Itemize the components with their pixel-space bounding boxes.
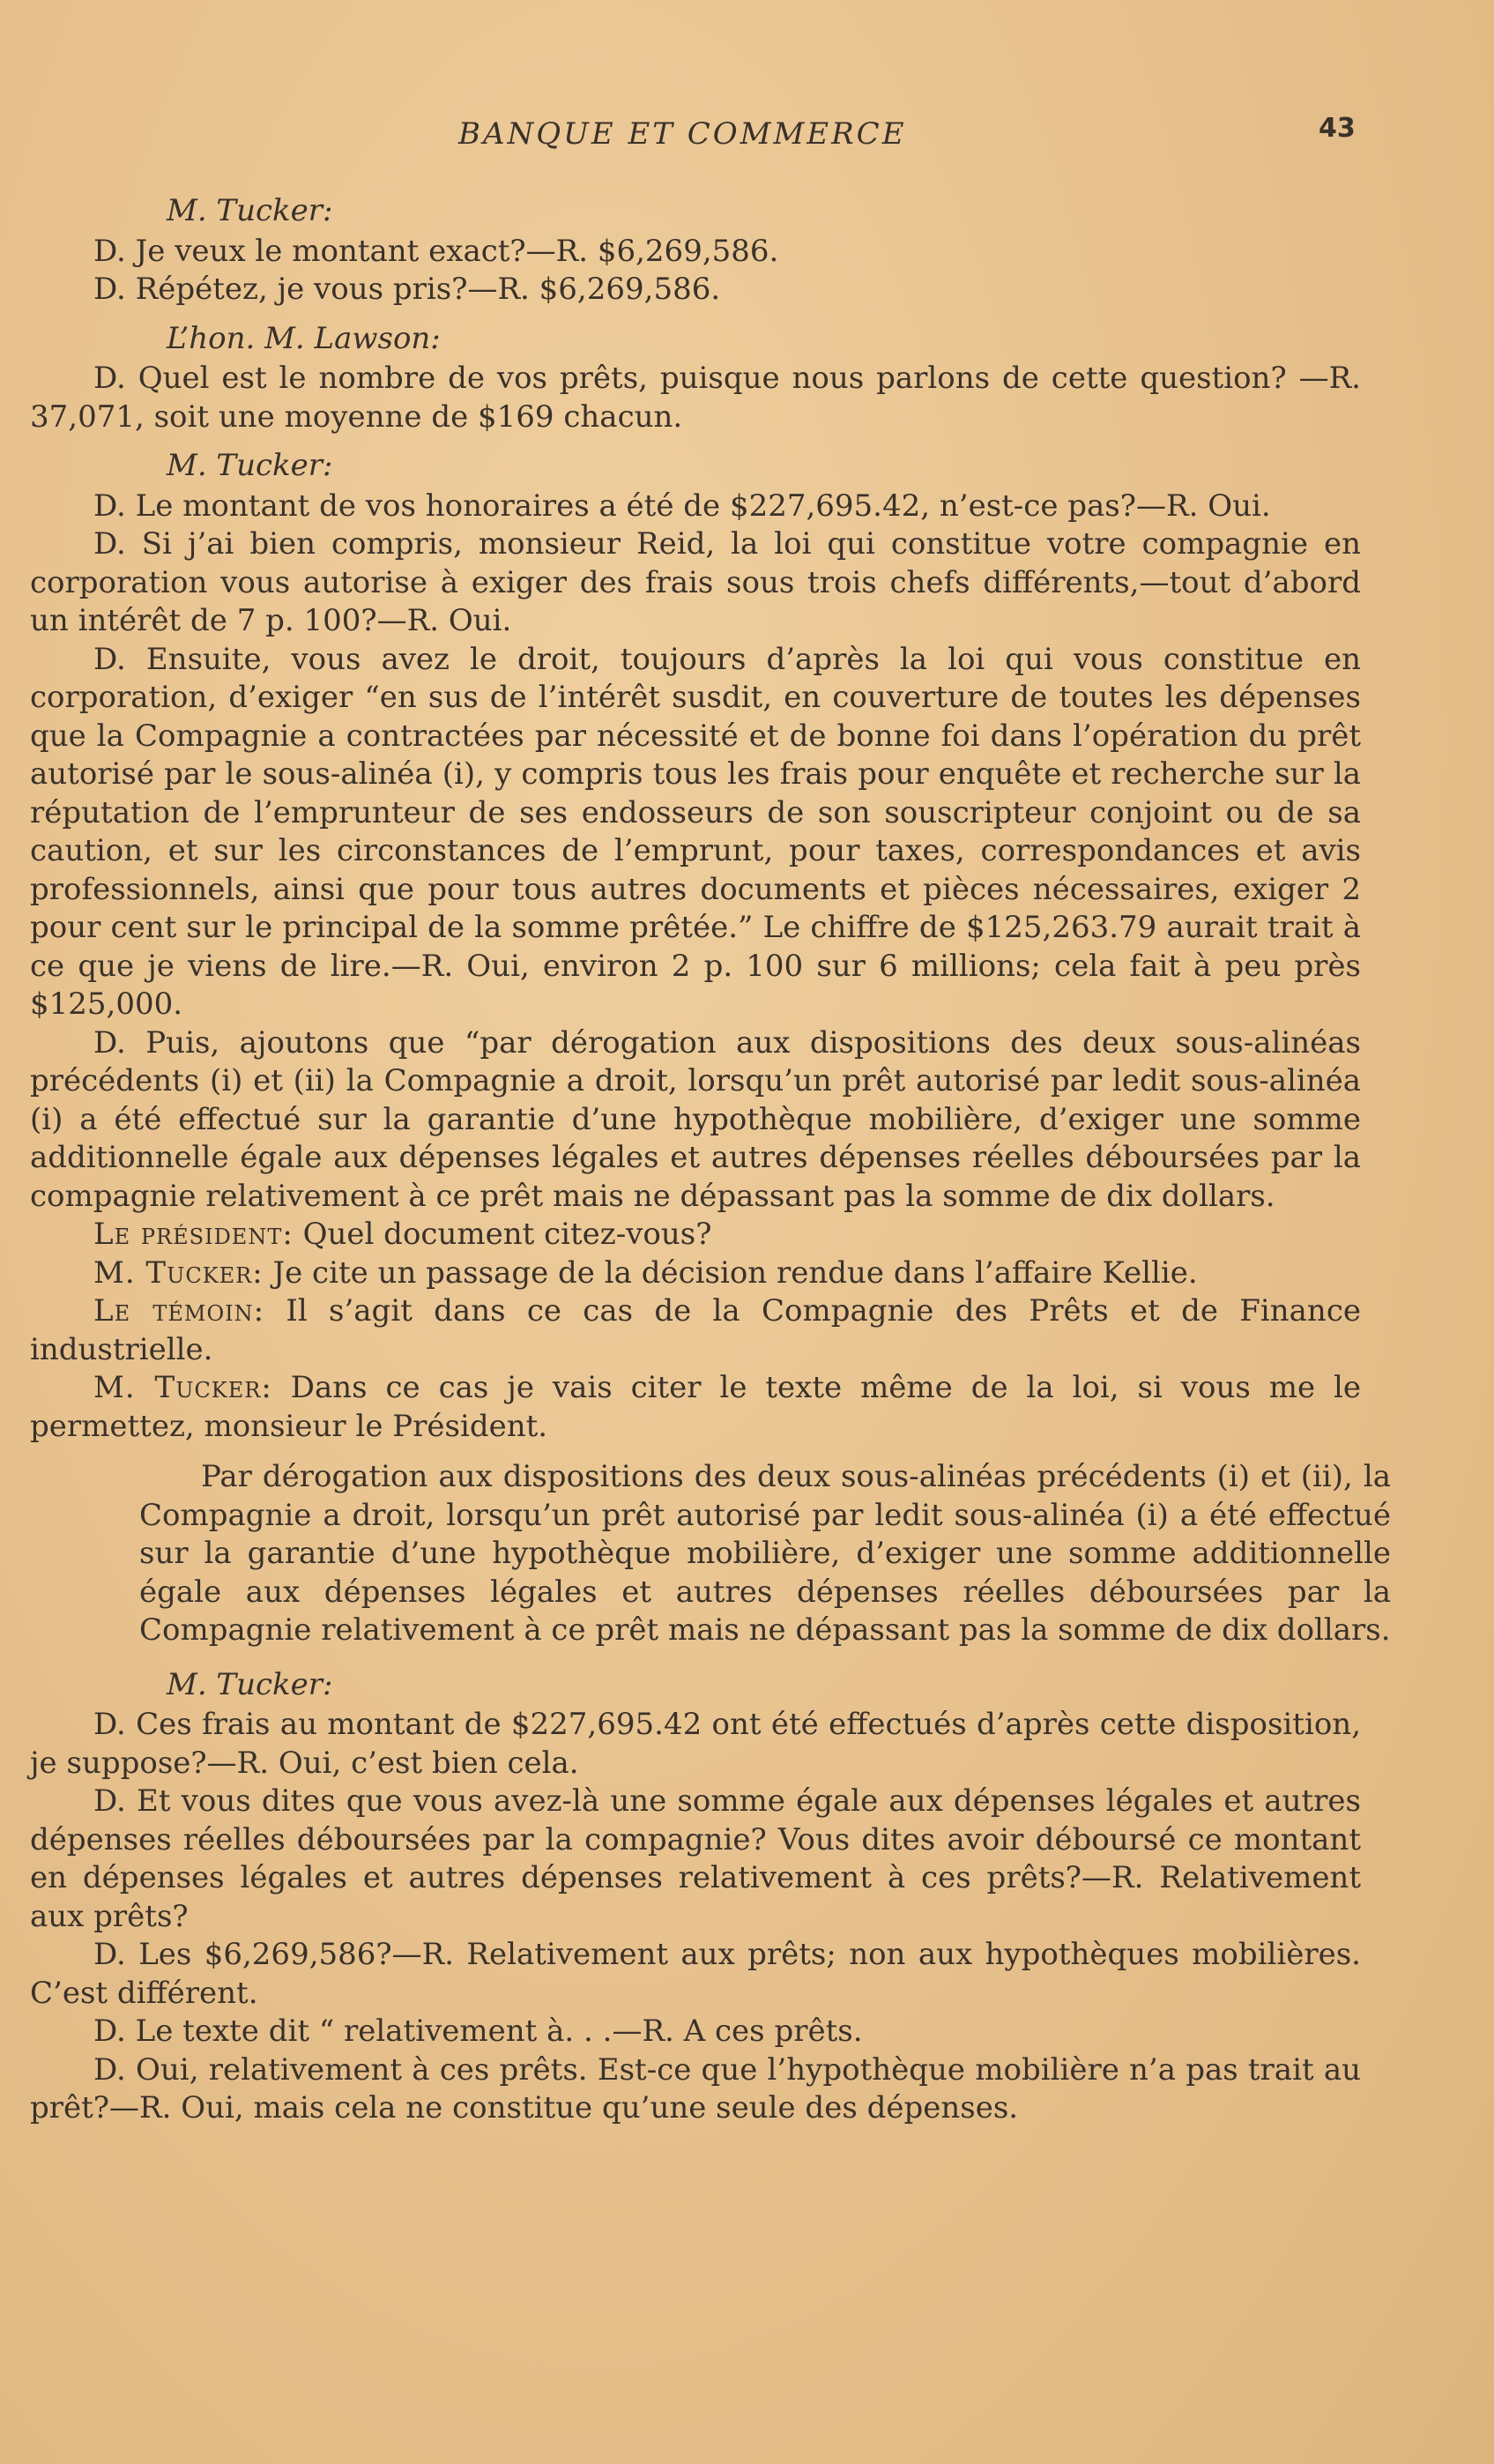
- dialogue-paragraph: [30, 1216, 1361, 1254]
- question-paragraph: D. Et vous dites que vous avez-là une somme égale aux dépenses légales et autres dépenses réelles déboursées par la compagnie? Vous dites avoir déboursé ce montant en dépenses légales et autres dépenses relativement à ces prêts?—R. Relativement aux prêts?: [30, 1783, 1361, 1934]
- question-paragraph: D. Je veux le montant exact?—R. $6,269,586.: [93, 233, 779, 269]
- question-paragraph: D. Quel est le nombre de vos prêts, puisque nous parlons de cette question? —R. 37,071, soit une moyenne de $169 chacun.: [30, 361, 1361, 435]
- dialogue-paragraph: [30, 1254, 1361, 1293]
- speaker-name: Le président:: [93, 1217, 294, 1252]
- question-paragraph: D. Puis, ajoutons que “par dérogation aux dispositions des deux sous-alinéas précédents (i) et (ii) la Compagnie a droit, lorsqu’un prêt autorisé par ledit sous-alinéa (i) a été effectué sur la garantie d’une hypothèque mobilière, d’exiger une somme additionnelle égale aux dépenses légales et autres dépenses réelles déboursées par la compagnie relativement à ce prêt mais ne dépassant pas la somme de dix dollars.: [30, 1024, 1361, 1214]
- running-title: BANQUE ET COMMERCE: [458, 116, 907, 152]
- dialogue-paragraph: [30, 1292, 1361, 1369]
- dialogue-text: Quel document citez-vous?: [293, 1217, 712, 1252]
- dialogue-text: Je cite un passage de la décision rendue dans l’affaire Kellie.: [263, 1254, 1198, 1291]
- document-body: [30, 192, 1391, 2128]
- question-paragraph: D. Ensuite, vous avez le droit, toujours d’après la loi qui vous constitue en corporation, d’exiger “en sus de l’intérêt susdit, en couverture de toutes les dépenses que la Compagnie a contractées par nécessité et de bonne foi dans l’opération du prêt autorisé par le sous-alinéa (i), y compris tous les frais pour enquête et recherche sur la réputation de l’emprunteur de ses endosseurs de son souscripteur conjoint ou de sa caution, et sur les circonstances de l’emprunt, pour taxes, correspondances et avis professionnels, ainsi que pour tous autres documents et pièces nécessaires, exiger 2 pour cent sur le principal de la somme prêtée.” Le chiffre de $125,263.79 aurait trait à ce que je viens de lire.—R. Oui, environ 2 p. 100 sur 6 millions; cela fait à peu près $125,000.: [30, 641, 1361, 1022]
- question-paragraph: D. Ces frais au montant de $227,695.42 ont été effectués d’après cette disposition, je suppose?—R. Oui, c’est bien cela.: [30, 1707, 1361, 1781]
- speaker-name: M. Tucker:: [93, 1254, 264, 1291]
- dialogue-text: Dans ce cas je vais citer le texte même de la loi, si vous me le permettez, monsieur le Président.: [30, 1370, 1362, 1444]
- dialogue-text: Il s’agit dans ce cas de la Compagnie des Prêts et de Finance industrielle.: [30, 1293, 1361, 1367]
- question-paragraph: D. Oui, relativement à ces prêts. Est-ce que l’hypothèque mobilière n’a pas trait au prêt?—R. Oui, mais cela ne constitue qu’une seule des dépenses.: [30, 2051, 1361, 2125]
- speaker-label: L’hon. M. Lawson:: [167, 320, 441, 356]
- question-paragraph: D. Répétez, je vous pris?—R. $6,269,586.: [93, 272, 721, 307]
- question-paragraph: D. Si j’ai bien compris, monsieur Reid, la loi qui constitue votre compagnie en corporation vous autorise à exiger des frais sous trois chefs différents,—tout d’abord un intérêt de 7 p. 100?—R. Oui.: [30, 526, 1361, 638]
- speaker-name: Le témoin:: [93, 1293, 265, 1329]
- speaker-label: M. Tucker:: [167, 193, 333, 228]
- running-header: [0, 113, 1494, 160]
- speaker-label: M. Tucker:: [167, 1666, 333, 1702]
- dialogue-paragraph: [30, 1369, 1361, 1446]
- question-paragraph: D. Le montant de vos honoraires a été de $227,695.42, n’est-ce pas?—R. Oui.: [93, 488, 1271, 524]
- page-number: 43: [1319, 113, 1356, 144]
- question-paragraph: D. Le texte dit “ relativement à. . .—R. A ces prêts.: [93, 2014, 863, 2049]
- speaker-name: M. Tucker:: [93, 1370, 272, 1405]
- question-paragraph: D. Les $6,269,586?—R. Relativement aux prêts; non aux hypothèques mobilières. C’est différent.: [30, 1937, 1361, 2011]
- quoted-statute: Par dérogation aux dispositions des deux sous-alinéas précédents (i) et (ii), la Compagnie a droit, lorsqu’un prêt autorisé par ledit sous-alinéa (i) a été effectué sur la garantie d’une hypothèque mobilière, d’exiger une somme additionnelle égale aux dépenses légales et autres dépenses réelles déboursées par la Compagnie relativement à ce prêt mais ne dépassant pas la somme de dix dollars.: [139, 1459, 1391, 1648]
- speaker-label: M. Tucker:: [167, 448, 333, 483]
